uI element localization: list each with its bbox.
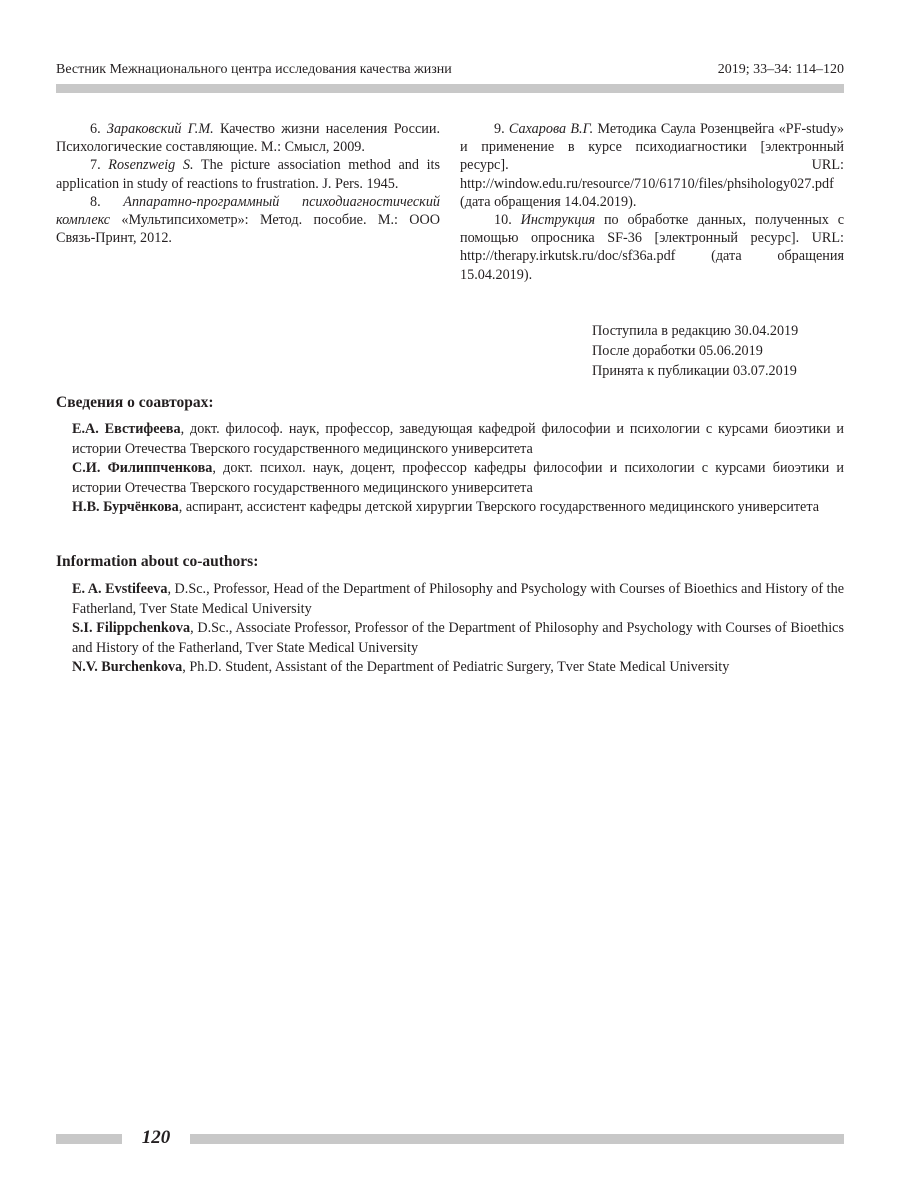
- footer-rule-left: [56, 1134, 122, 1144]
- page-number: 120: [141, 1127, 171, 1148]
- accepted-date: Принята к публикации 03.07.2019: [592, 363, 797, 379]
- reference-text: Методика Саула Розенцвейга «PF-study» и применение в курсе психодиагностики [электронный ресурс]. URL: http://window.edu.ru/resource/710/61710/files/phsihology027.pdf (дата обращения 14.04.2019).: [460, 121, 845, 210]
- coauthor-description: , докт. философ. наук, профессор, заведующая кафедрой философии и психологии с курсами биоэтики и истории Отечества Тверского государственного медицинского университета: [72, 421, 844, 457]
- reference-number: 10.: [494, 212, 512, 229]
- reference-author: Rosenzweig S.: [108, 157, 194, 174]
- reference-number: 7.: [90, 157, 101, 174]
- reference-number: 9.: [494, 121, 505, 137]
- coauthor-entry: [72, 619, 844, 658]
- header-rule: [56, 84, 844, 93]
- reference-text: «Мультипсихометр»: Метод. пособие. М.: ООО Связь-Принт, 2012.: [56, 212, 440, 247]
- submission-dates: [592, 321, 798, 381]
- reference-number: 8.: [90, 193, 101, 210]
- reference-item: [56, 193, 440, 248]
- reference-item: [56, 120, 440, 156]
- coauthor-entry: [72, 420, 844, 459]
- coauthors-ru-title: Сведения о соавторах:: [56, 394, 214, 411]
- issue-pages: 2019; 33–34: 114–120: [717, 62, 844, 77]
- coauthor-description: , Ph.D. Student, Assistant of the Department of Pediatric Surgery, Tver State Medical University: [182, 659, 730, 675]
- journal-title: Вестник Межнационального центра исследования качества жизни: [56, 62, 452, 77]
- coauthor-name: С.И. Филиппченкова: [72, 460, 213, 476]
- reference-item: [56, 156, 440, 192]
- running-header: [56, 62, 844, 82]
- reference-item: [460, 120, 844, 211]
- references-right-column: [460, 120, 844, 284]
- reference-author: Аппаратно-программный психодиагностический комплекс: [56, 193, 441, 229]
- coauthor-entry: [72, 459, 844, 498]
- reference-number: 6.: [90, 121, 101, 137]
- coauthor-description: , докт. психол. наук, доцент, профессор кафедры философии и психологии с курсами биоэтики и истории Отечества Тверского государственного медицинского университета: [72, 460, 844, 496]
- footer-rule-right: [190, 1134, 844, 1144]
- coauthor-entry: [72, 498, 844, 518]
- reference-text: The picture association method and its application in study of reactions to frustration. J. Pers. 1945.: [56, 157, 440, 192]
- coauthors-ru-list: [72, 420, 844, 518]
- coauthor-name: S.I. Filippchenkova: [72, 620, 191, 636]
- coauthors-en-list: [72, 580, 844, 678]
- revised-date: После доработки 05.06.2019: [592, 343, 763, 359]
- reference-item: [460, 211, 844, 284]
- coauthor-description: , D.Sc., Professor, Head of the Department of Philosophy and Psychology with Courses of Bioethics and History of the Fatherland, Tver State Medical University: [72, 581, 844, 617]
- reference-text: по обработке данных, полученных с помощью опросника SF-36 [электронный ресурс]. URL: http://therapy.irkutsk.ru/doc/sf36a.pdf (дата обращения 15.04.2019).: [460, 212, 845, 283]
- coauthor-description: , аспирант, ассистент кафедры детской хирургии Тверского государственного медицинского университета: [178, 499, 820, 515]
- reference-author: Инструкция: [520, 212, 596, 229]
- reference-author: Сахарова В.Г.: [508, 121, 594, 137]
- coauthor-description: , D.Sc., Associate Professor, Professor of the Department of Philosophy and Psychology with Courses of Bioethics and History of the Fatherland, Tver State Medical University: [72, 620, 844, 656]
- reference-text: Качество жизни населения России. Психологические составляющие. М.: Смысл, 2009.: [56, 121, 441, 156]
- coauthors-en-title: Information about co-authors:: [56, 553, 259, 570]
- coauthor-entry: [72, 580, 844, 619]
- coauthor-name: E. A. Evstifeeva: [72, 581, 168, 597]
- reference-author: Зараковский Г.М.: [106, 121, 214, 137]
- coauthor-name: N.V. Burchenkova: [72, 659, 183, 675]
- coauthor-name: Н.В. Бурчёнкова: [72, 499, 179, 515]
- coauthor-entry: [72, 658, 844, 678]
- coauthor-name: Е.А. Евстифеева: [72, 421, 181, 437]
- references-left-column: [56, 120, 440, 247]
- received-date: Поступила в редакцию 30.04.2019: [592, 323, 799, 339]
